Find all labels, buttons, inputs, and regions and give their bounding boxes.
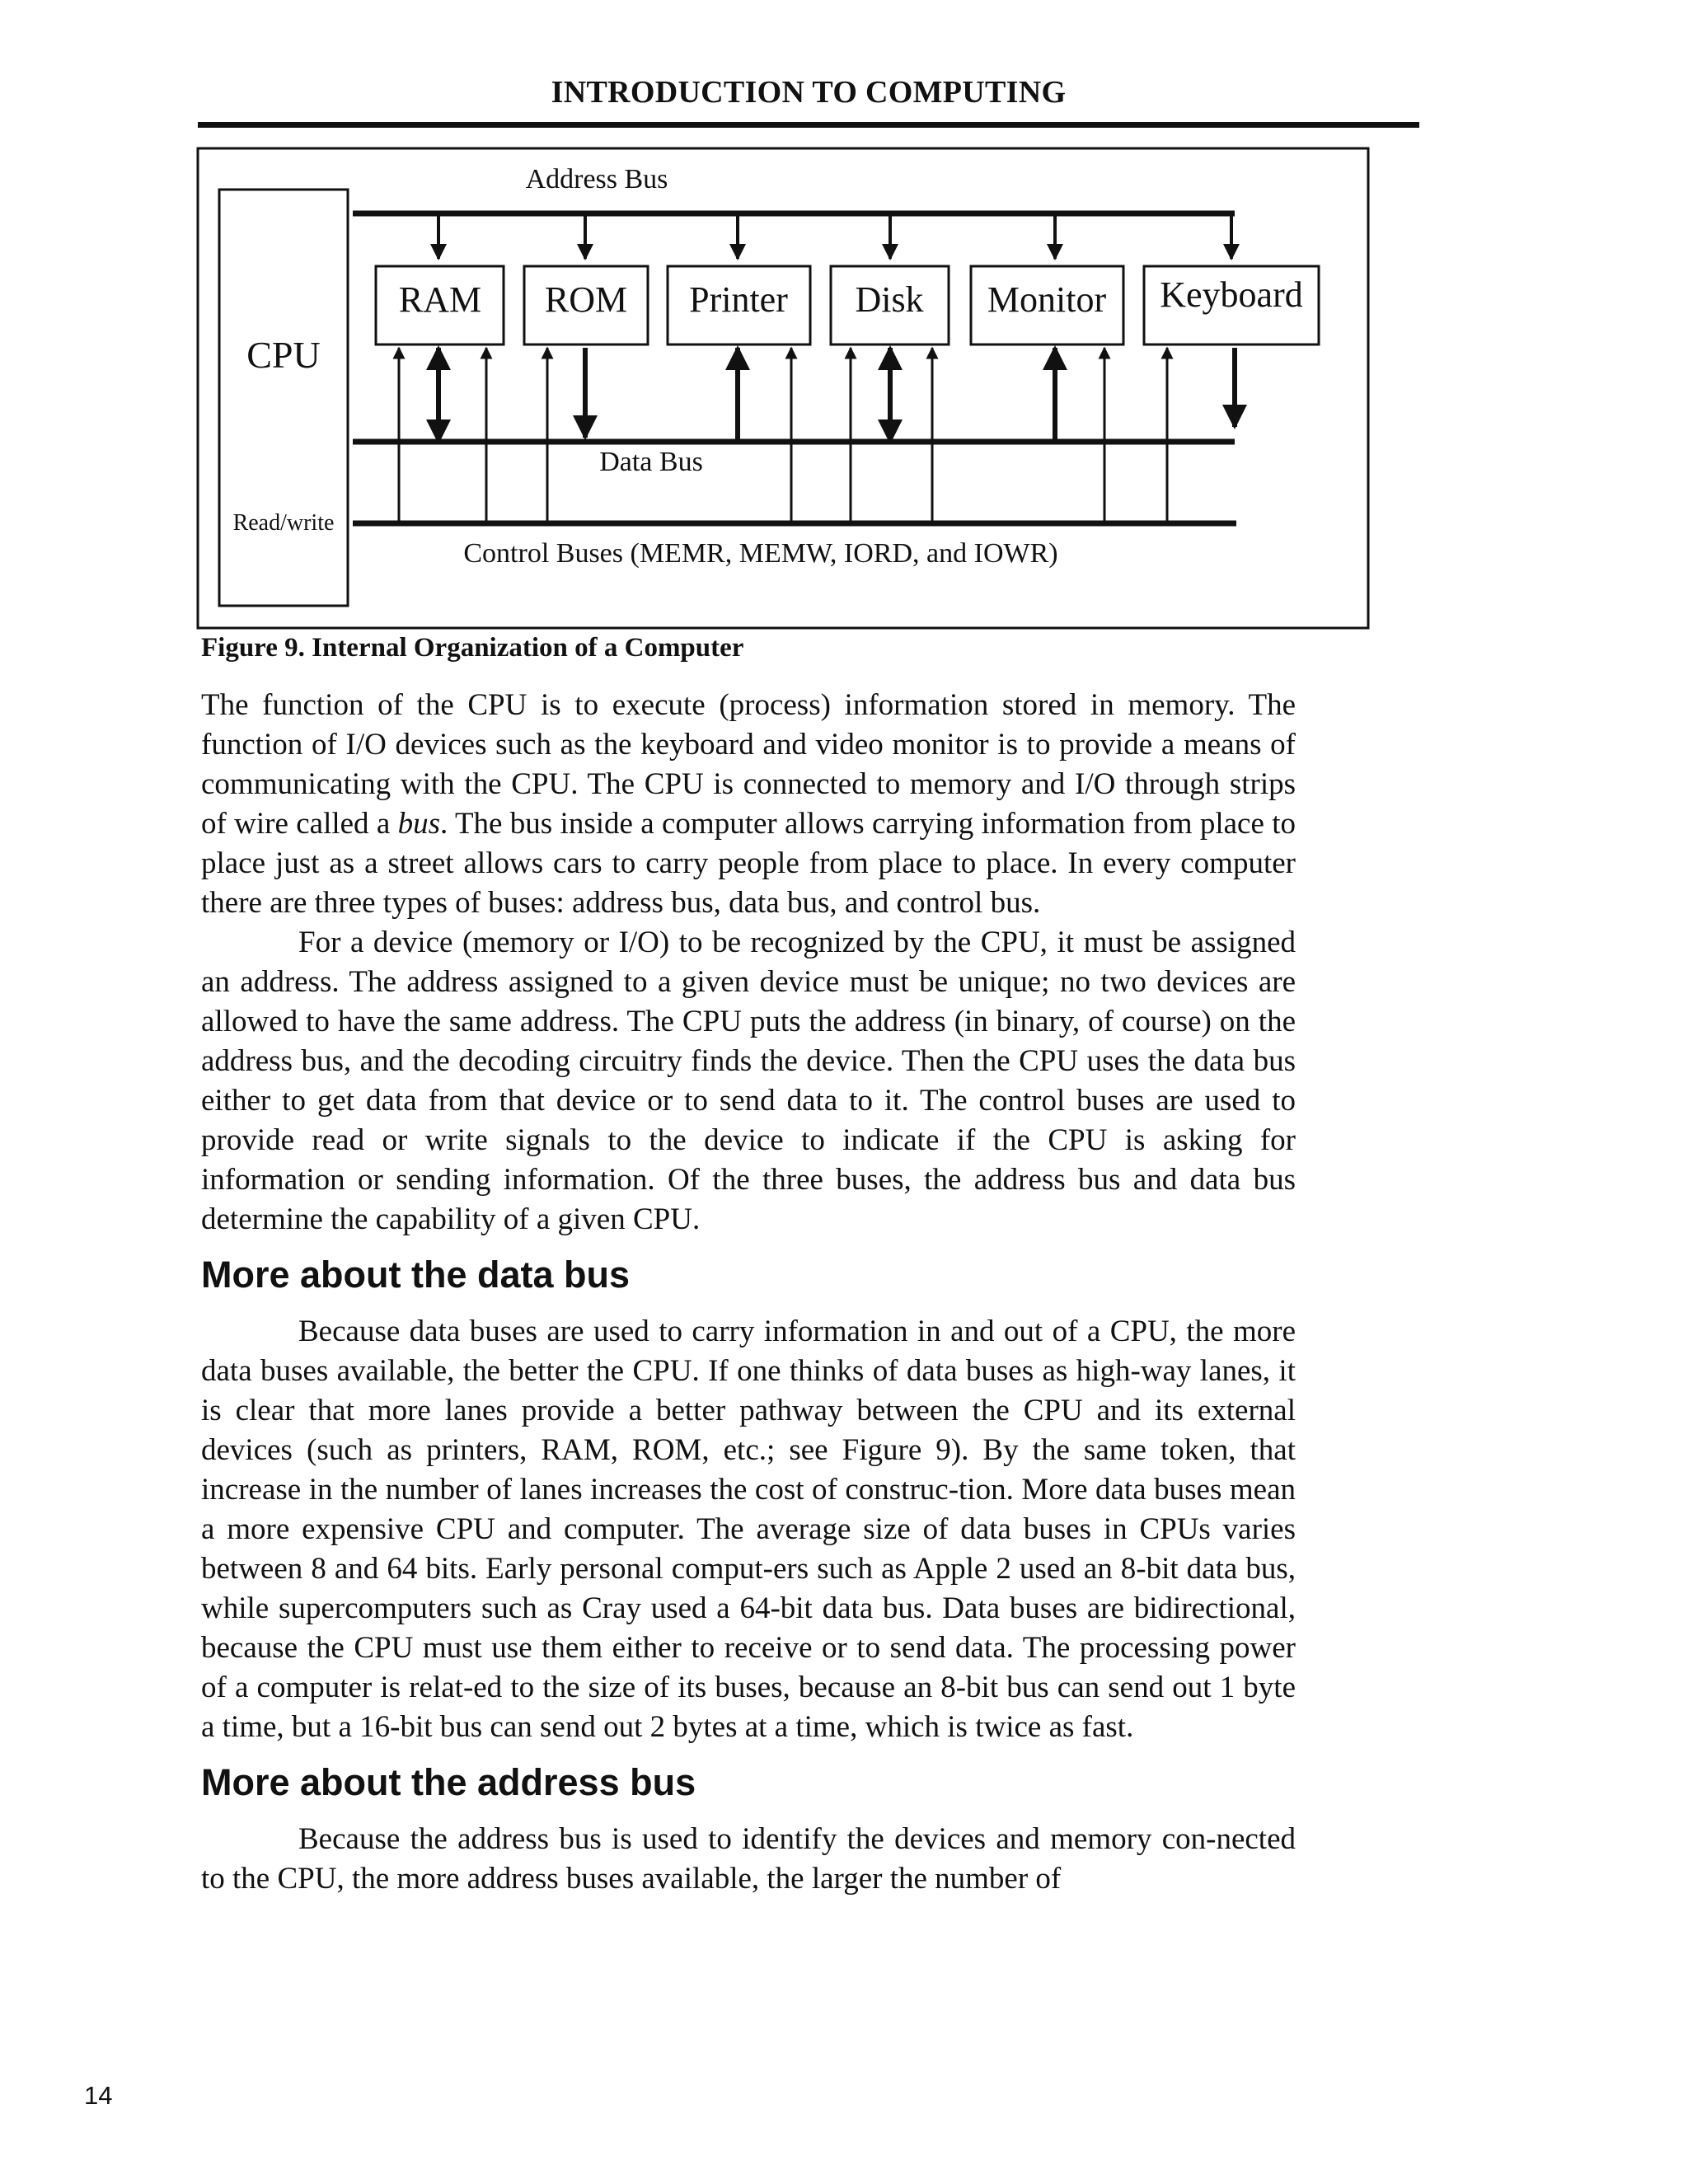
device-rom-label: ROM bbox=[544, 279, 628, 320]
figure-9-diagram bbox=[196, 147, 1391, 641]
address-bus-label: Address Bus bbox=[525, 164, 668, 194]
device-monitor-label: Monitor bbox=[987, 279, 1107, 320]
cpu-label: CPU bbox=[246, 334, 321, 376]
device-ram-label: RAM bbox=[398, 279, 482, 320]
control-bus-connections bbox=[399, 348, 1167, 523]
control-bus-label: Control Buses (MEMR, MEMW, IORD, and IOWR) bbox=[463, 538, 1058, 569]
section-heading-address-bus: More about the address bus bbox=[201, 1761, 696, 1803]
address-bus-drops bbox=[438, 213, 1231, 259]
header-rule bbox=[198, 122, 1419, 128]
paragraph-4: Because the address bus is used to identify the devices and memory con-nected to the CPU, the more address buses available, the larger the number of bbox=[201, 1822, 1296, 1896]
device-disk-label: Disk bbox=[855, 279, 924, 320]
body-text bbox=[201, 686, 1296, 1899]
paragraph-3: Because data buses are used to carry information in and out of a CPU, the more data buses available, the better the CPU. If one thinks of data buses as high-way lanes, it is clear that more lanes provide a better pathway between the CPU and its external devices (such as printers, RAM, ROM, etc.; see Figure 9). By the same token, that increase in the number of lanes increases the cost of construc-tion. More data buses mean a more expensive CPU and computer. The average size of data buses in CPUs varies between 8 and 64 bits. Early personal comput-ers such as Apple 2 used an 8-bit data bus, while supercomputers such as Cray used a 64-bit data bus. Data buses are bidirectional, because the CPU must use them either to receive or to send data. The processing power of a computer is relat-ed to the size of its buses, because an 8-bit bus can send out 1 byte a time, but a 16-bit bus can send out 2 bytes at a time, which is twice as fast. bbox=[201, 1315, 1296, 1744]
figure-caption: Figure 9. Internal Organization of a Computer bbox=[201, 633, 744, 663]
paragraph-2: For a device (memory or I/O) to be recognized by the CPU, it must be assigned an address. The address assigned to a given device must be unique; no two devices are allowed to have the same address. The CPU puts the address (in binary, of course) on the address bus, and the decoding circuitry finds the device. Then the CPU uses the data bus either to get data from that device or to send data to it. The control buses are used to provide read or write signals to the device to indicate if the CPU is asking for information or sending information. Of the three buses, the address bus and data bus determine the capability of a given CPU. bbox=[201, 926, 1296, 1236]
cpu-block bbox=[219, 190, 348, 606]
device-printer-label: Printer bbox=[689, 279, 788, 320]
data-bus-label: Data Bus bbox=[599, 447, 703, 477]
paragraph-1-part-a: The function of the CPU is to execute (process) information stored in memory. The function of I/O devices such as the keyboard and video monitor is to provide a means of communicating with the CPU. The CPU is connected to memory and I/O through strips of wire called a bbox=[201, 688, 1296, 841]
data-bus-connections bbox=[438, 348, 1235, 442]
paragraph-1-emphasis: bus bbox=[397, 807, 441, 841]
paragraph-1-part-b: . The bus inside a computer allows carrying information from place to place just as a street allows cars to carry people from place to place. In every computer there are three types of buses: address bus, data bus, and control bus. bbox=[201, 807, 1296, 920]
device-keyboard-label: Keyboard bbox=[1160, 274, 1303, 315]
section-heading-data-bus: More about the data bus bbox=[201, 1254, 631, 1296]
paragraph-1 bbox=[201, 686, 1296, 923]
running-head: INTRODUCTION TO COMPUTING bbox=[551, 75, 1067, 110]
page-number: 14 bbox=[84, 2081, 113, 2110]
read-write-label: Read/write bbox=[232, 510, 335, 536]
device-labels bbox=[399, 274, 1303, 320]
